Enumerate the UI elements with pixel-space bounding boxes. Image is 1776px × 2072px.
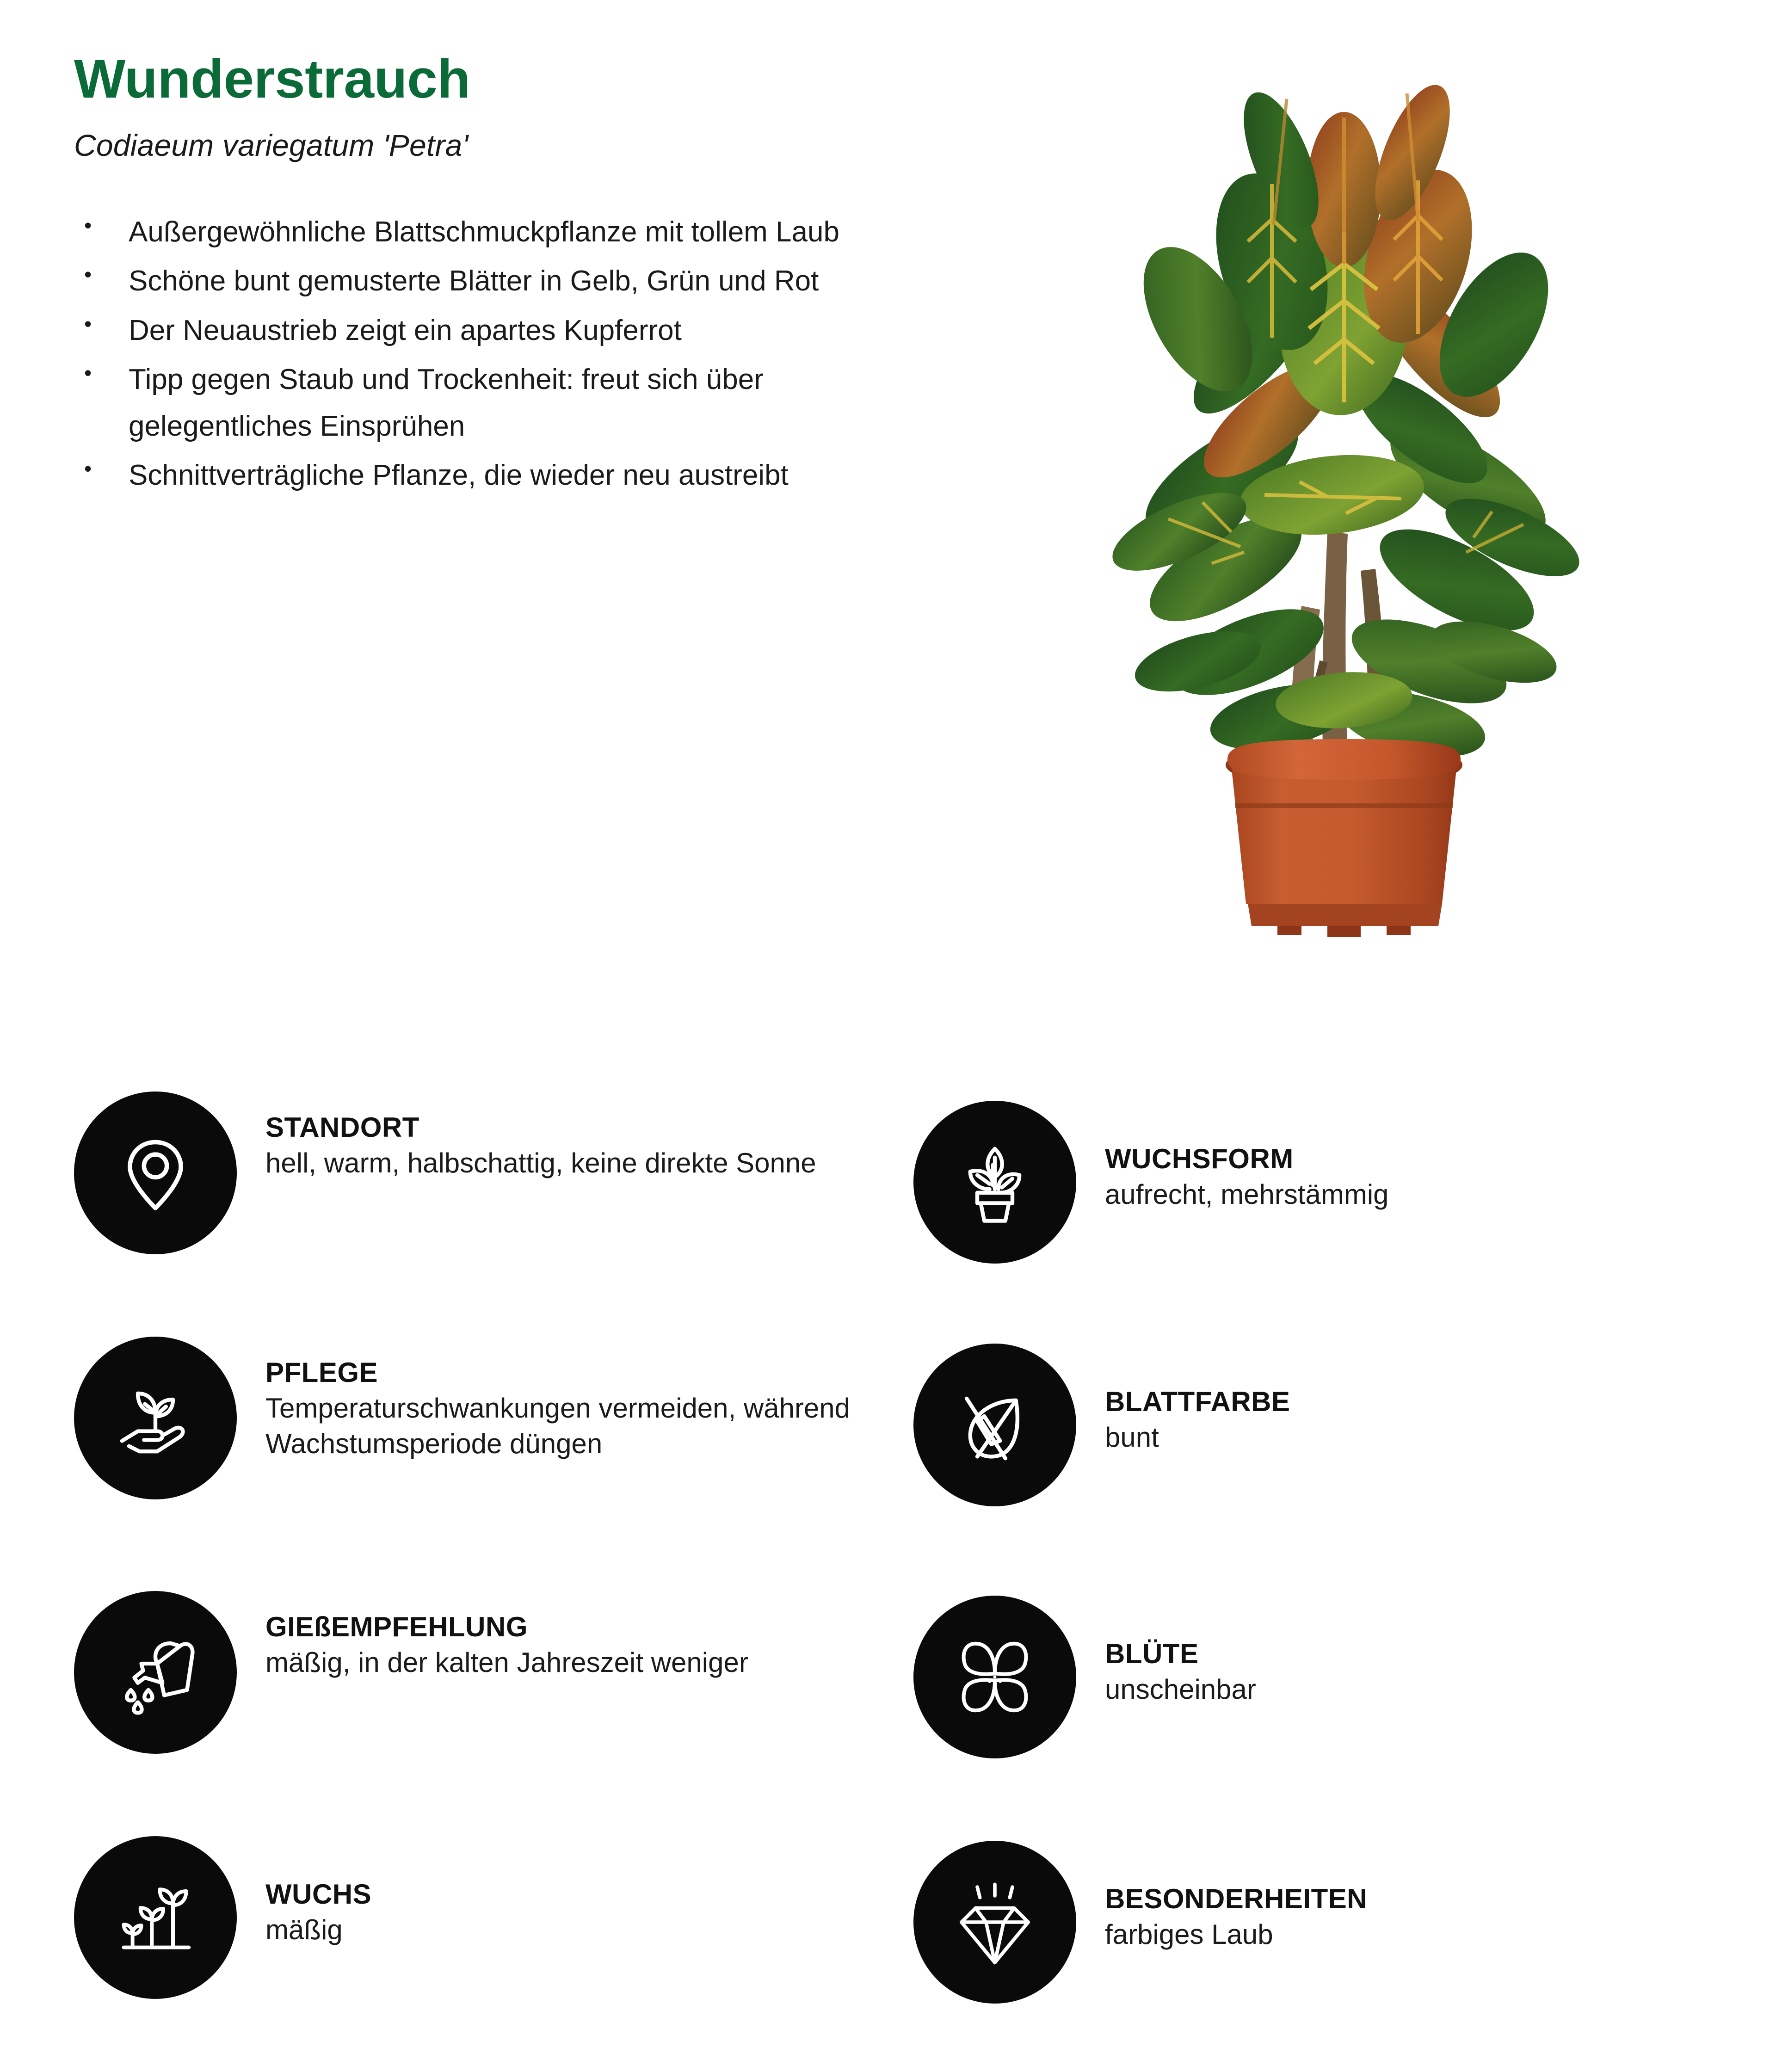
attribute-blattfarbe <box>913 1344 1723 1506</box>
attribute-bluete <box>913 1596 1723 1758</box>
attribute-text <box>237 1836 371 1948</box>
attribute-label: STANDORT <box>265 1112 419 1143</box>
sprouts-growth-icon <box>74 1836 237 1999</box>
attribute-text <box>237 1337 876 1462</box>
attribute-wuchs <box>74 1836 883 1999</box>
attribute-giessempfehlung <box>74 1591 883 1754</box>
attribute-text <box>237 1092 816 1181</box>
attribute-text <box>1076 1596 1256 1708</box>
attribute-value: bunt <box>1105 1422 1159 1453</box>
list-item: • Schnittverträgliche Pflanze, die wieder neu austreibt <box>74 452 953 499</box>
attribute-text <box>237 1591 748 1681</box>
attribute-label: GIEßEMPFEHLUNG <box>265 1611 528 1642</box>
list-item: • Außergewöhnliche Blattschmuckpflanze mit tollem Laub <box>74 209 953 255</box>
attribute-pflege <box>74 1337 883 1499</box>
diamond-sparkle-icon <box>913 1841 1076 2004</box>
attribute-text <box>1076 1344 1290 1455</box>
list-item: • Der Neuaustrieb zeigt ein apartes Kupferrot <box>74 308 953 354</box>
feature-list <box>74 209 953 499</box>
attribute-wuchsform <box>913 1101 1723 1264</box>
attribute-label: WUCHSFORM <box>1105 1143 1294 1174</box>
attribute-label: BESONDERHEITEN <box>1105 1883 1368 1914</box>
flower-bloom-icon <box>913 1596 1076 1758</box>
attribute-value: Temperaturschwankungen vermeiden, während Wachstumsperiode düngen <box>265 1393 851 1459</box>
attribute-grid <box>0 1078 1776 2072</box>
attribute-value: unscheinbar <box>1105 1674 1256 1705</box>
attribute-label: BLATTFARBE <box>1105 1386 1290 1417</box>
attribute-text <box>1076 1101 1389 1213</box>
list-item: • Tipp gegen Staub und Trockenheit: freut sich über gelegentliches Einsprühen <box>74 357 953 450</box>
list-item: • Schöne bunt gemusterte Blätter in Gelb, Grün und Rot <box>74 258 953 304</box>
attribute-label: BLÜTE <box>1105 1638 1199 1669</box>
page-title: Wunderstrauch <box>74 49 470 110</box>
attribute-text <box>1076 1841 1367 1953</box>
plant-product-photo <box>1050 14 1660 1031</box>
attribute-besonderheiten <box>913 1841 1723 2004</box>
location-pin-icon <box>74 1092 237 1254</box>
attribute-label: WUCHS <box>265 1879 372 1910</box>
attribute-value: farbiges Laub <box>1105 1919 1273 1950</box>
botanical-name: Codiaeum variegatum 'Petra' <box>74 128 469 162</box>
attribute-label: PFLEGE <box>265 1357 378 1388</box>
attribute-value: hell, warm, halbschattig, keine direkte Sonne <box>265 1147 816 1179</box>
potted-plant-icon <box>913 1101 1076 1264</box>
attribute-value: mäßig, in der kalten Jahreszeit weniger <box>265 1647 748 1678</box>
plant-in-hand-icon <box>74 1337 237 1499</box>
product-text-block <box>74 51 953 502</box>
attribute-value: aufrecht, mehrstämmig <box>1105 1179 1389 1210</box>
leaf-paintbrush-icon <box>913 1344 1076 1506</box>
attribute-standort <box>74 1092 883 1254</box>
watering-can-icon <box>74 1591 237 1754</box>
attribute-value: mäßig <box>265 1914 343 1946</box>
